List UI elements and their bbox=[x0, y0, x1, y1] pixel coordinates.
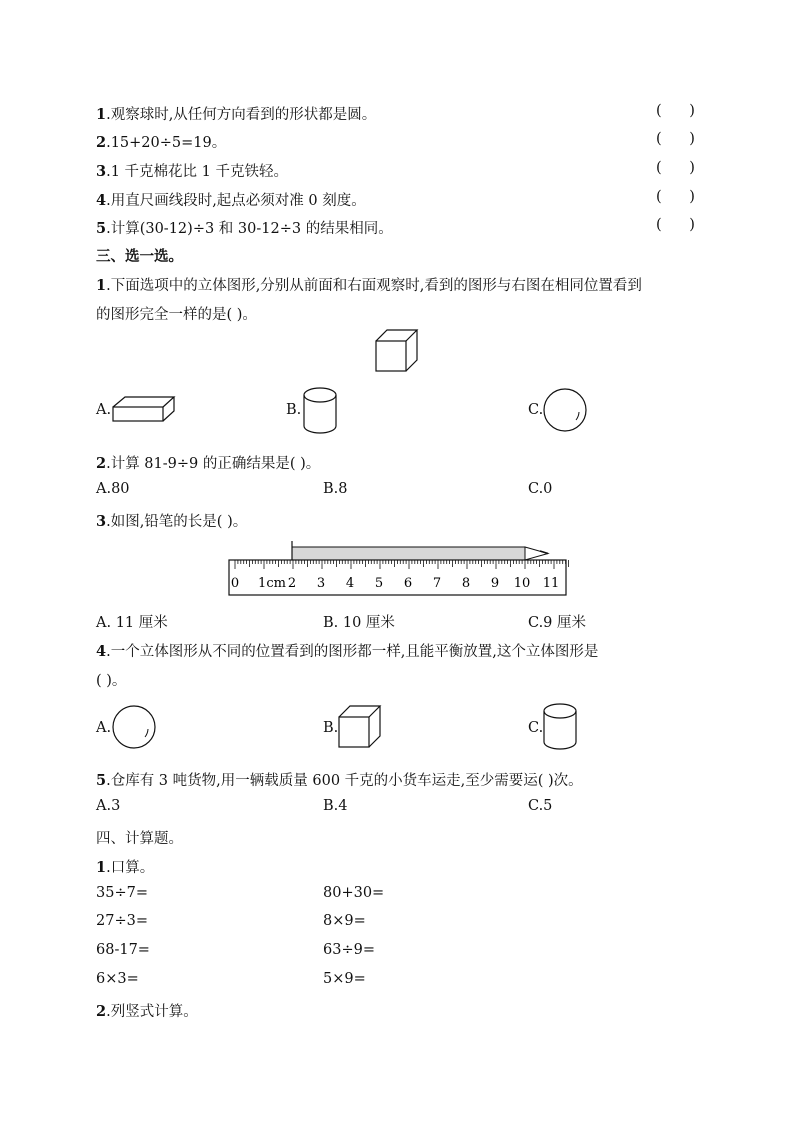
pencil-ruler-figure bbox=[226, 540, 568, 598]
ruler-label-4: 4 bbox=[345, 576, 355, 591]
cuboid-figure bbox=[112, 396, 176, 424]
ruler-label-3: 3 bbox=[316, 576, 326, 591]
cube-figure bbox=[337, 704, 383, 750]
section-title-3: 三、选一选。 bbox=[96, 248, 183, 265]
answer-blank[interactable]: ( ) bbox=[656, 160, 695, 176]
section-title-4: 四、计算题。 bbox=[96, 831, 183, 847]
mental-calc-item: 6×3= bbox=[96, 971, 139, 987]
question-5: 5.仓库有 3 吨货物,用一辆载质量 600 千克的小货车运走,至少需要运( )次。 bbox=[96, 772, 583, 789]
mental-calc-item: 80+30= bbox=[323, 885, 385, 901]
ruler-label-10: 10 bbox=[513, 576, 531, 591]
q1-option-a[interactable]: A. bbox=[96, 402, 112, 418]
mental-calc-item: 35÷7= bbox=[96, 885, 148, 901]
q4-option-b[interactable]: B. bbox=[323, 720, 339, 736]
q5-option-b[interactable]: B.4 bbox=[323, 798, 348, 814]
ruler-label-0: 0 bbox=[230, 576, 240, 591]
q4-option-c[interactable]: C. bbox=[528, 720, 544, 736]
judge-item-4: 4.用直尺画线段时,起点必须对准 0 刻度。 bbox=[96, 192, 366, 209]
q5-option-c[interactable]: C.5 bbox=[528, 798, 553, 814]
ruler-label-2: 2 bbox=[287, 576, 297, 591]
sphere-figure bbox=[112, 705, 158, 751]
mental-calc-item: 68-17= bbox=[96, 942, 150, 958]
q2-option-a[interactable]: A.80 bbox=[96, 481, 130, 497]
question-1-line1: 1.下面选项中的立体图形,分别从前面和右面观察时,看到的图形与右图在相同位置看到 bbox=[96, 277, 642, 294]
judge-item-5: 5.计算(30-12)÷3 和 30-12÷3 的结果相同。 bbox=[96, 220, 393, 237]
ruler-label-5: 5 bbox=[374, 576, 384, 591]
q3-option-c[interactable]: C.9 厘米 bbox=[528, 615, 587, 631]
answer-blank[interactable]: ( ) bbox=[656, 217, 695, 233]
judge-item-1: 1.观察球时,从任何方向看到的形状都是圆。 bbox=[96, 106, 377, 123]
calc-question-1: 1.口算。 bbox=[96, 859, 155, 876]
q4-option-a[interactable]: A. bbox=[96, 720, 112, 736]
q3-option-a[interactable]: A. 11 厘米 bbox=[96, 615, 168, 631]
answer-blank[interactable]: ( ) bbox=[656, 131, 695, 147]
calc-question-2: 2.列竖式计算。 bbox=[96, 1003, 198, 1020]
sphere-figure bbox=[543, 388, 587, 432]
q3-option-b[interactable]: B. 10 厘米 bbox=[323, 615, 395, 631]
ruler-label-11: 11 bbox=[542, 576, 560, 591]
q1-option-c[interactable]: C. bbox=[528, 402, 544, 418]
ruler-label-8: 8 bbox=[461, 576, 471, 591]
cylinder-figure bbox=[542, 702, 580, 752]
q2-option-c[interactable]: C.0 bbox=[528, 481, 553, 497]
mental-calc-item: 8×9= bbox=[323, 913, 366, 929]
answer-blank[interactable]: ( ) bbox=[656, 189, 695, 205]
judge-item-2: 2.15+20÷5=19。 bbox=[96, 134, 227, 151]
ruler-label-9: 9 bbox=[490, 576, 500, 591]
mental-calc-item: 63÷9= bbox=[323, 942, 375, 958]
q5-option-a[interactable]: A.3 bbox=[96, 798, 121, 814]
question-3: 3.如图,铅笔的长是( )。 bbox=[96, 513, 248, 530]
ruler-label-6: 6 bbox=[403, 576, 413, 591]
question-4-line1: 4.一个立体图形从不同的位置看到的图形都一样,且能平衡放置,这个立体图形是 bbox=[96, 643, 599, 660]
cylinder-figure bbox=[302, 386, 338, 436]
reference-cube-figure bbox=[374, 328, 420, 374]
ruler-label-1cm: 1cm bbox=[258, 576, 286, 591]
question-2: 2.计算 81-9÷9 的正确结果是( )。 bbox=[96, 455, 321, 472]
answer-blank[interactable]: ( ) bbox=[656, 103, 695, 119]
mental-calc-item: 5×9= bbox=[323, 971, 366, 987]
mental-calc-item: 27÷3= bbox=[96, 913, 148, 929]
question-1-line2: 的图形完全一样的是( )。 bbox=[96, 307, 257, 323]
ruler-label-7: 7 bbox=[432, 576, 442, 591]
question-4-line2: ( )。 bbox=[96, 673, 127, 689]
q2-option-b[interactable]: B.8 bbox=[323, 481, 348, 497]
judge-item-3: 3.1 千克棉花比 1 千克铁轻。 bbox=[96, 163, 288, 180]
q1-option-b[interactable]: B. bbox=[286, 402, 302, 418]
